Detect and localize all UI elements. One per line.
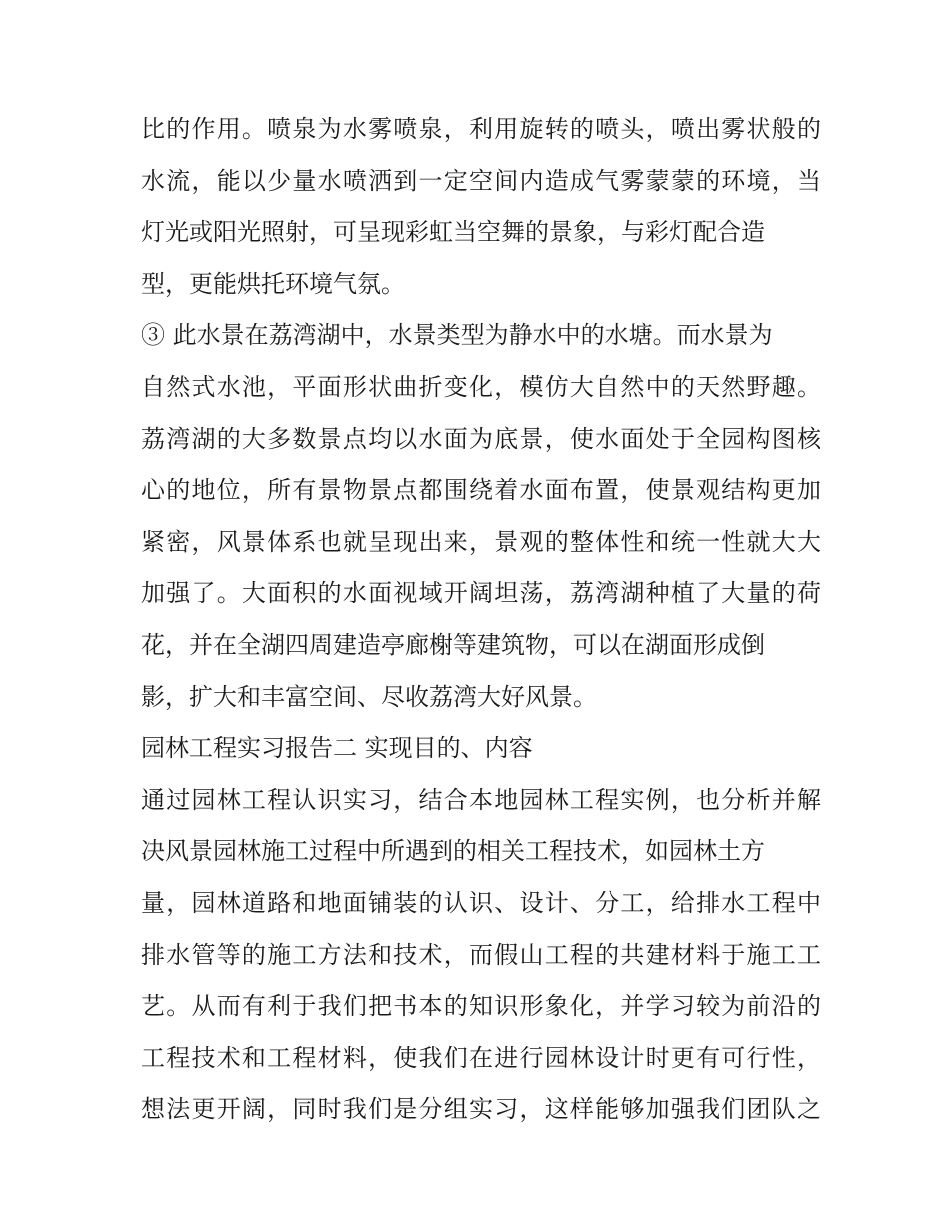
text-line: 影，扩大和丰富空间、尽收荔湾大好风景。 [141, 682, 597, 711]
text-line: 加强了。大面积的水面视域开阔坦荡，荔湾湖种植了大量的荷 [141, 579, 821, 608]
text-line: 水流，能以少量水喷洒到一定空间内造成气雾蒙蒙的环境，当 [141, 166, 821, 195]
section-heading: 园林工程实习报告二 实现目的、内容 [141, 734, 533, 763]
text-line: 心的地位，所有景物景点都围绕着水面布置，使景观结构更加 [141, 476, 821, 505]
text-line: ③ 此水景在荔湾湖中，水景类型为静水中的水塘。而水景为 [141, 321, 773, 350]
body-text [141, 104, 821, 1136]
text-line: 花，并在全湖四周建造亭廊榭等建筑物，可以在湖面形成倒 [141, 630, 765, 659]
text-line: 灯光或阳光照射，可呈现彩虹当空舞的景象，与彩灯配合造 [141, 218, 765, 247]
text-line: 自然式水池，平面形状曲折变化，模仿大自然中的天然野趣。 [141, 372, 821, 401]
text-line: 紧密，风景体系也就呈现出来，景观的整体性和统一性就大大 [141, 527, 821, 556]
text-line: 比的作用。喷泉为水雾喷泉，利用旋转的喷头，喷出雾状般的 [141, 115, 821, 143]
text-line: 量，园林道路和地面铺装的认识、设计、分工，给排水工程中 [141, 888, 821, 917]
text-line: 通过园林工程认识实习，结合本地园林工程实例，也分析并解 [141, 785, 821, 814]
text-line: 荔湾湖的大多数景点均以水面为底景，使水面处于全园构图核 [141, 424, 821, 453]
text-line: 排水管等的施工方法和技术，而假山工程的共建材料于施工工 [141, 940, 821, 969]
text-line: 想法更开阔，同时我们是分组实习，这样能够加强我们团队之 [141, 1095, 821, 1124]
text-line: 型，更能烘托环境气氛。 [141, 269, 405, 298]
text-line: 工程技术和工程材料，使我们在进行园林设计时更有可行性， [141, 1043, 821, 1072]
text-line: 艺。从而有利于我们把书本的知识形象化，并学习较为前沿的 [141, 992, 821, 1021]
text-line: 决风景园林施工过程中所遇到的相关工程技术，如园林土方 [141, 837, 765, 866]
